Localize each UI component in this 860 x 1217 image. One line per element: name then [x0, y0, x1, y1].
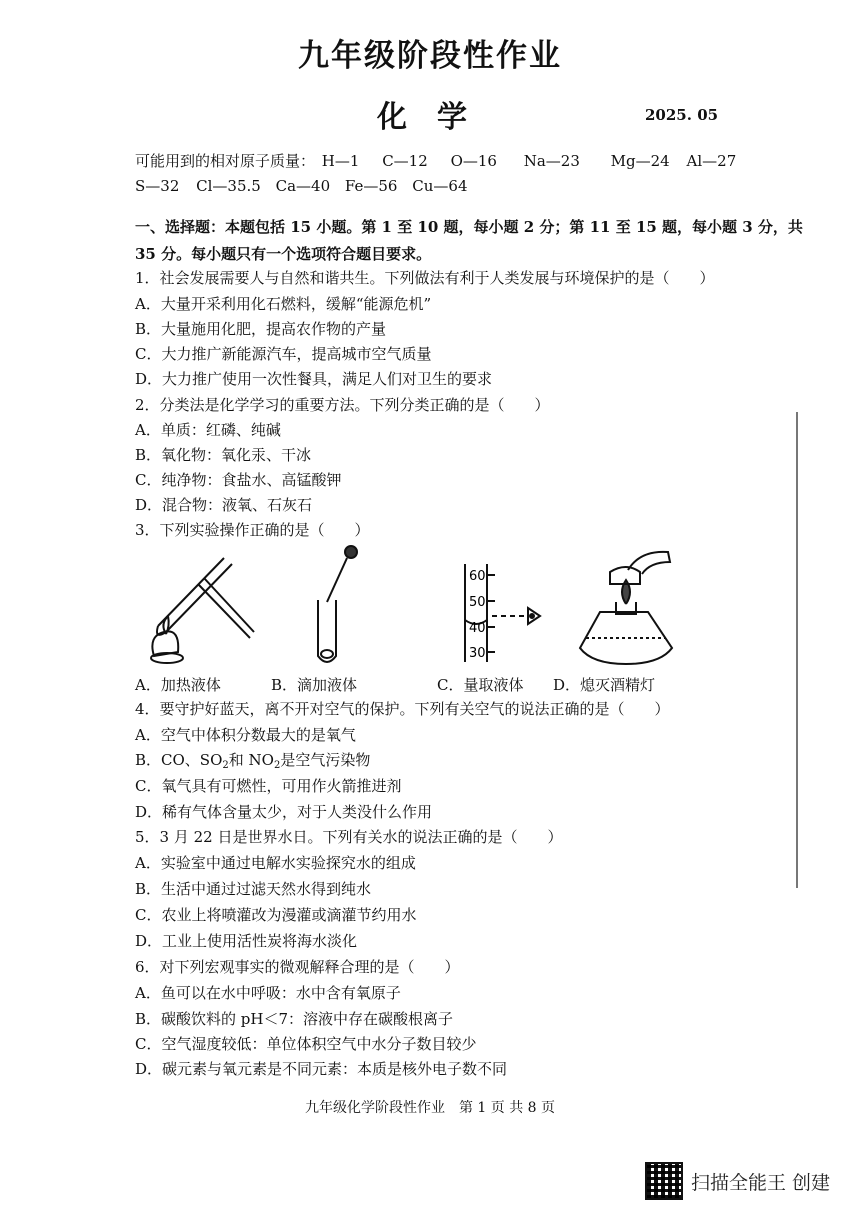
- q6-option-d: D．碳元素与氧元素是不同元素：本质是核外电子数不同: [135, 1060, 508, 1078]
- watermark-text: 扫描全能王 创建: [691, 1171, 831, 1194]
- scan-edge-line: [796, 412, 798, 888]
- alcohol-lamp-figure: [580, 552, 672, 664]
- q6-option-a: A．鱼可以在水中呼吸：水中含有氧原子: [135, 984, 401, 1002]
- q5-option-a: A．实验室中通过电解水实验探究水的组成: [135, 854, 416, 872]
- subscript: 2: [273, 760, 281, 771]
- atomic-mass: Fe—56: [344, 177, 398, 195]
- q4-option-a: A．空气中体积分数最大的是氧气: [135, 726, 356, 744]
- q1-option-b: B．大量施用化肥，提高农作物的产量: [135, 320, 387, 338]
- atomic-mass: Mg—24: [610, 152, 670, 170]
- q3-apparatus-figures: [140, 544, 780, 670]
- q4-option-d: D．稀有气体含量太少，对于人类没什么作用: [135, 803, 433, 821]
- q4-option-b-text: 和 NO: [228, 751, 274, 769]
- q1-option-c: C．大力推广新能源汽车，提高城市空气质量: [135, 345, 432, 363]
- atomic-mass: C—12: [382, 152, 428, 170]
- atomic-mass: Al—27: [686, 152, 737, 170]
- exam-date: 2025. 05: [645, 106, 719, 124]
- q3-option-d: D．熄灭酒精灯: [553, 676, 656, 694]
- atomic-mass-intro: 可能用到的相对原子质量：: [135, 152, 316, 170]
- qr-code-icon: [645, 1162, 683, 1200]
- q2-option-c: C．纯净物：食盐水、高锰酸钾: [135, 471, 342, 489]
- q5-option-d: D．工业上使用活性炭将海水淡化: [135, 932, 358, 950]
- q4-option-b-text: B．CO、SO: [135, 751, 223, 769]
- q1-option-d: D．大力推广使用一次性餐具，满足人们对卫生的要求: [135, 370, 493, 388]
- q2-option-a: A．单质：红磷、纯碱: [135, 421, 281, 439]
- cylinder-tick-60: 60: [469, 569, 486, 584]
- q3-option-a: A．加热液体: [135, 676, 221, 694]
- q4-option-b-text: 是空气污染物: [280, 751, 371, 769]
- atomic-mass: O—16: [450, 152, 497, 170]
- dropping-liquid-figure: [318, 546, 357, 662]
- q3-option-b: B．滴加液体: [271, 676, 358, 694]
- q3-option-c: C．量取液体: [437, 676, 524, 694]
- atomic-mass: Ca—40: [275, 177, 331, 195]
- section-instructions-1: 一、选择题：本题包括 15 小题。第 1 至 10 题，每小题 2 分；第 11 至 15 题，每小题 3 分，共: [135, 218, 803, 236]
- page-title: 九年级阶段性作业: [298, 38, 562, 74]
- atomic-mass: Na—23: [523, 152, 580, 170]
- cylinder-tick-50: 50: [469, 595, 486, 610]
- subject-title: 化学: [377, 100, 497, 135]
- q1-stem: 1．社会发展需要人与自然和谐共生。下列做法有利于人类发展与环境保护的是（ ）: [135, 269, 715, 287]
- atomic-mass-line-1: [135, 150, 736, 171]
- q5-option-b: B．生活中通过过滤天然水得到纯水: [135, 880, 372, 898]
- q2-stem: 2．分类法是化学学习的重要方法。下列分类正确的是（ ）: [135, 396, 550, 414]
- scanner-watermark: [645, 1162, 830, 1200]
- q4-option-c: C．氧气具有可燃性，可用作火箭推进剂: [135, 777, 402, 795]
- q4-option-b: [135, 749, 370, 771]
- q6-option-b: B．碳酸饮料的 pH＜7：溶液中存在碳酸根离子: [135, 1010, 454, 1028]
- atomic-mass: Cu—64: [412, 177, 468, 195]
- q6-option-c: C．空气湿度较低：单位体积空气中水分子数目较少: [135, 1035, 477, 1053]
- subscript: 2: [222, 760, 229, 771]
- section-instructions-2: 35 分。每小题只有一个选项符合题目要求。: [135, 245, 432, 263]
- q5-stem: 5．3 月 22 日是世界水日。下列有关水的说法正确的是（ ）: [135, 828, 563, 846]
- q3-stem: 3．下列实验操作正确的是（ ）: [135, 521, 370, 539]
- atomic-mass: S—32: [135, 177, 180, 195]
- atomic-mass-line-2: [135, 177, 468, 195]
- q1-option-a: A．大量开采利用化石燃料，缓解“能源危机”: [135, 295, 432, 313]
- cylinder-tick-40: 40: [469, 621, 486, 636]
- q6-stem: 6．对下列宏观事实的微观解释合理的是（ ）: [135, 958, 460, 976]
- page-footer: 九年级化学阶段性作业 第 1 页 共 8 页: [304, 1100, 556, 1116]
- q5-option-c: C．农业上将喷灌改为漫灌或滴灌节约用水: [135, 906, 417, 924]
- atomic-mass: H—1: [321, 152, 360, 170]
- q2-option-d: D．混合物：液氧、石灰石: [135, 496, 313, 514]
- atomic-mass: Cl—35.5: [196, 177, 261, 195]
- cylinder-tick-30: 30: [469, 646, 486, 661]
- q2-option-b: B．氧化物：氧化汞、干冰: [135, 446, 312, 464]
- heating-liquid-figure: [151, 558, 254, 663]
- q4-stem: 4．要守护好蓝天，离不开对空气的保护。下列有关空气的说法正确的是（ ）: [135, 700, 670, 718]
